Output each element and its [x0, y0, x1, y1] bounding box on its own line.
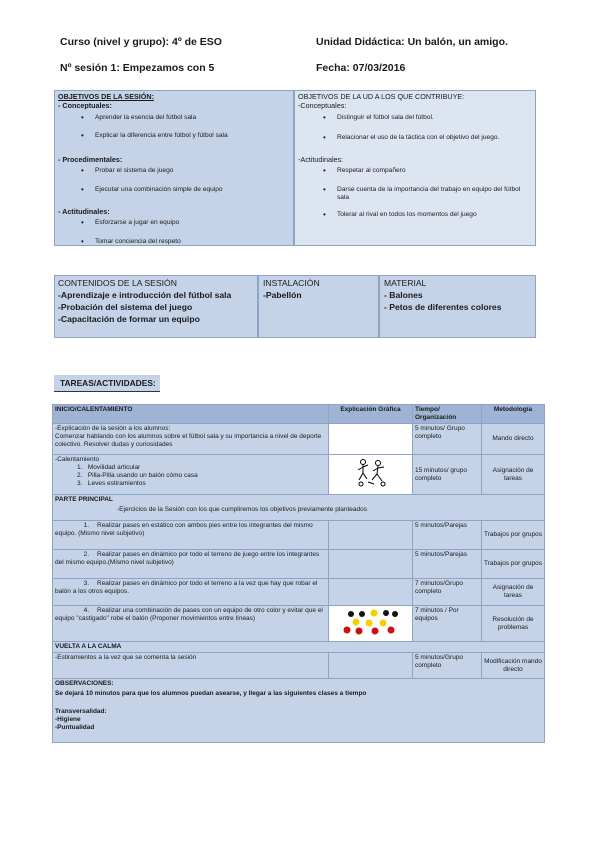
header-cell: Metodología	[482, 405, 545, 424]
graphic-cell	[329, 579, 413, 606]
conceptual-list	[95, 114, 291, 140]
list-item: • Tolerar al rival en todos los momentos del juego	[337, 211, 533, 219]
list-item: • Darse cuenta de la importancia del trabajo en equipo del fútbol sala	[337, 186, 533, 202]
task-time: 5 minutos/Parejas	[413, 550, 482, 579]
tasks-title: TAREAS/ACTIVIDADES:	[60, 378, 156, 388]
task-text: -Estiramientos a la vez que se comenta la sesión	[53, 653, 329, 679]
list-item: • Distinguir el fútbol sala del fútbol.	[337, 114, 533, 122]
list-item: 2. Pilla-Pilla usando un balón cómo casa	[77, 472, 198, 479]
procedural-label: - Procedimentales:	[58, 155, 123, 164]
list-item: • Esforzarse a jugar en equipo	[95, 219, 291, 227]
table-row	[53, 642, 545, 653]
task-text: 4. Realizar una combinación de pases con un equipo de otro color y evitar que el equipo "castigado" robe el balón (Proponer movimientos entre líneas)	[53, 606, 329, 642]
list-item: • Probar el sistema de juego	[95, 167, 291, 175]
conceptual-label: - Conceptuales:	[58, 101, 112, 110]
players-diagram-icon	[339, 607, 403, 637]
task-time: 7 minutos / Por equipos	[413, 606, 482, 642]
installation-value: -Pabellón	[263, 290, 302, 300]
installation-title: INSTALACIÓN	[263, 278, 320, 288]
observations-cell	[53, 679, 545, 743]
unit-attitudinal-list	[337, 167, 533, 219]
transversality-item: -Puntualidad	[55, 724, 95, 731]
task-time: 15 minutos/ grupo completo	[413, 455, 482, 495]
task-time: 5 minutos/ Grupo completo	[413, 424, 482, 455]
unit-label: Unidad Didáctica: Un balón, un amigo.	[316, 36, 508, 48]
cooldown-label: VUELTA A LA CALMA	[53, 642, 545, 653]
attitudinal-list	[95, 219, 291, 246]
task-time: 7 minutos/Grupo completo	[413, 579, 482, 606]
table-header-row	[53, 405, 545, 424]
task-method: Mando directo	[482, 424, 545, 455]
task-method: Asignación de tareas	[482, 579, 545, 606]
material-title: MATERIAL	[384, 278, 427, 288]
table-row	[53, 579, 545, 606]
task-time: 5 minutos/Parejas	[413, 521, 482, 550]
date-label: Fecha: 07/03/2016	[316, 62, 406, 74]
list-item: 3. Leves estiramientos	[77, 480, 146, 487]
session-objectives-box	[54, 90, 294, 246]
graphic-cell	[329, 424, 413, 455]
list-item: 1. Movilidad articular	[77, 464, 141, 471]
session-objectives-title: OBJETIVOS DE LA SESIÓN:	[58, 92, 154, 101]
table-row	[53, 495, 545, 521]
unit-conceptual-list	[337, 114, 533, 142]
warmup-title: -Calentamiento	[55, 456, 100, 463]
material-item: - Balones	[384, 290, 423, 300]
task-time: 5 minutos/Grupo completo	[413, 653, 482, 679]
header-cell: Tiempo/ Organización	[413, 405, 482, 424]
task-text: -Explicación de la sesión a los alumnos: Comenzar hablando con los alumnos sobre el fútbol sala y su importancia a nivel de deporte colectivo. Resolver dudas y curiosidades	[53, 424, 329, 455]
attitudinal-label: - Actitudinales:	[58, 207, 110, 216]
unit-attitudinal-label: -Actitudinales:	[298, 155, 344, 164]
table-row	[53, 455, 545, 495]
task-method: Trabajos por grupos	[482, 521, 545, 550]
graphic-cell	[329, 550, 413, 579]
task-method: Modificación mando directo	[482, 653, 545, 679]
table-row	[53, 521, 545, 550]
table-row	[53, 606, 545, 642]
main-part-note: -Ejercicios de la Sesión con los que cumpliremos los objetivos previamente planteados	[117, 506, 368, 513]
table-row	[53, 679, 545, 743]
list-item: • Explicar la diferencia entre fútbol y fútbol sala	[95, 132, 291, 140]
tasks-table	[52, 404, 545, 743]
unit-objectives-box	[294, 90, 536, 246]
graphic-cell	[329, 521, 413, 550]
contents-box	[54, 275, 258, 338]
list-item: • Respetar al compañero	[337, 167, 533, 175]
main-part-label: PARTE PRINCIPAL	[55, 496, 113, 503]
table-row	[53, 424, 545, 455]
task-text: 3. Realizar pases en dinámico por todo el terreno a la vez que hay que robar el balón a los otros equipos.	[53, 579, 329, 606]
graphic-cell	[329, 455, 413, 495]
task-method: Asignación de tareas	[482, 455, 545, 495]
procedural-list	[95, 167, 291, 194]
list-item: • Aprender la esencia del fútbol sala	[95, 114, 291, 122]
task-text: 2. Realizar pases en dinámico por todo el terreno de juego entre los integrantes del mismo equipo.(Mismo nivel subjetivo)	[53, 550, 329, 579]
header-cell: INICIO/CALENTAMIENTO	[53, 405, 329, 424]
contents-item: -Aprendizaje e introducción del fútbol sala	[58, 290, 232, 300]
contents-item: -Capacitación de formar un equipo	[58, 314, 200, 324]
list-item: • Relacionar el uso de la táctica con el objetivo del juego.	[337, 134, 533, 142]
task-text: 1. Realizar pases en estático con ambos pies entre los integrantes del mismo equipo. (Mismo nivel subjetivo)	[53, 521, 329, 550]
transversality-item: -Higiene	[55, 716, 81, 723]
observations-text: Se dejará 10 minutos para que los alumnos puedan asearse, y llegar a las siguientes clases a tiempo	[55, 690, 367, 697]
installation-box	[258, 275, 379, 338]
unit-objectives-title: OBJETIVOS DE LA UD A LOS QUE CONTRIBUYE:	[298, 92, 465, 101]
list-item: • Ejecutar una combinación simple de equipo	[95, 186, 291, 194]
main-part-cell	[53, 495, 545, 521]
header-cell: Explicación Gráfica	[329, 405, 413, 424]
unit-conceptual-label: -Conceptuales:	[298, 101, 347, 110]
transversality-label: Transversalidad:	[55, 708, 107, 715]
table-row	[53, 653, 545, 679]
contents-item: -Probación del sistema del juego	[58, 302, 193, 312]
material-item: - Petos de diferentes colores	[384, 302, 502, 312]
graphic-cell	[329, 653, 413, 679]
list-item: • Tomar conciencia del respeto	[95, 238, 291, 246]
observations-label: OBSERVACIONES:	[55, 680, 114, 687]
graphic-cell	[329, 606, 413, 642]
session-label: Nº sesión 1: Empezamos con 5	[60, 62, 215, 74]
contents-title: CONTENIDOS DE LA SESIÓN	[58, 278, 177, 288]
stick-figures-drawing-icon	[354, 458, 388, 488]
course-label: Curso (nivel y grupo): 4º de ESO	[60, 36, 222, 48]
task-method: Resolución de problemas	[482, 606, 545, 642]
table-row	[53, 550, 545, 579]
task-method: Trabajos por grupos	[482, 550, 545, 579]
task-text	[53, 455, 329, 495]
tasks-title-bar	[54, 375, 160, 392]
material-box	[379, 275, 536, 338]
